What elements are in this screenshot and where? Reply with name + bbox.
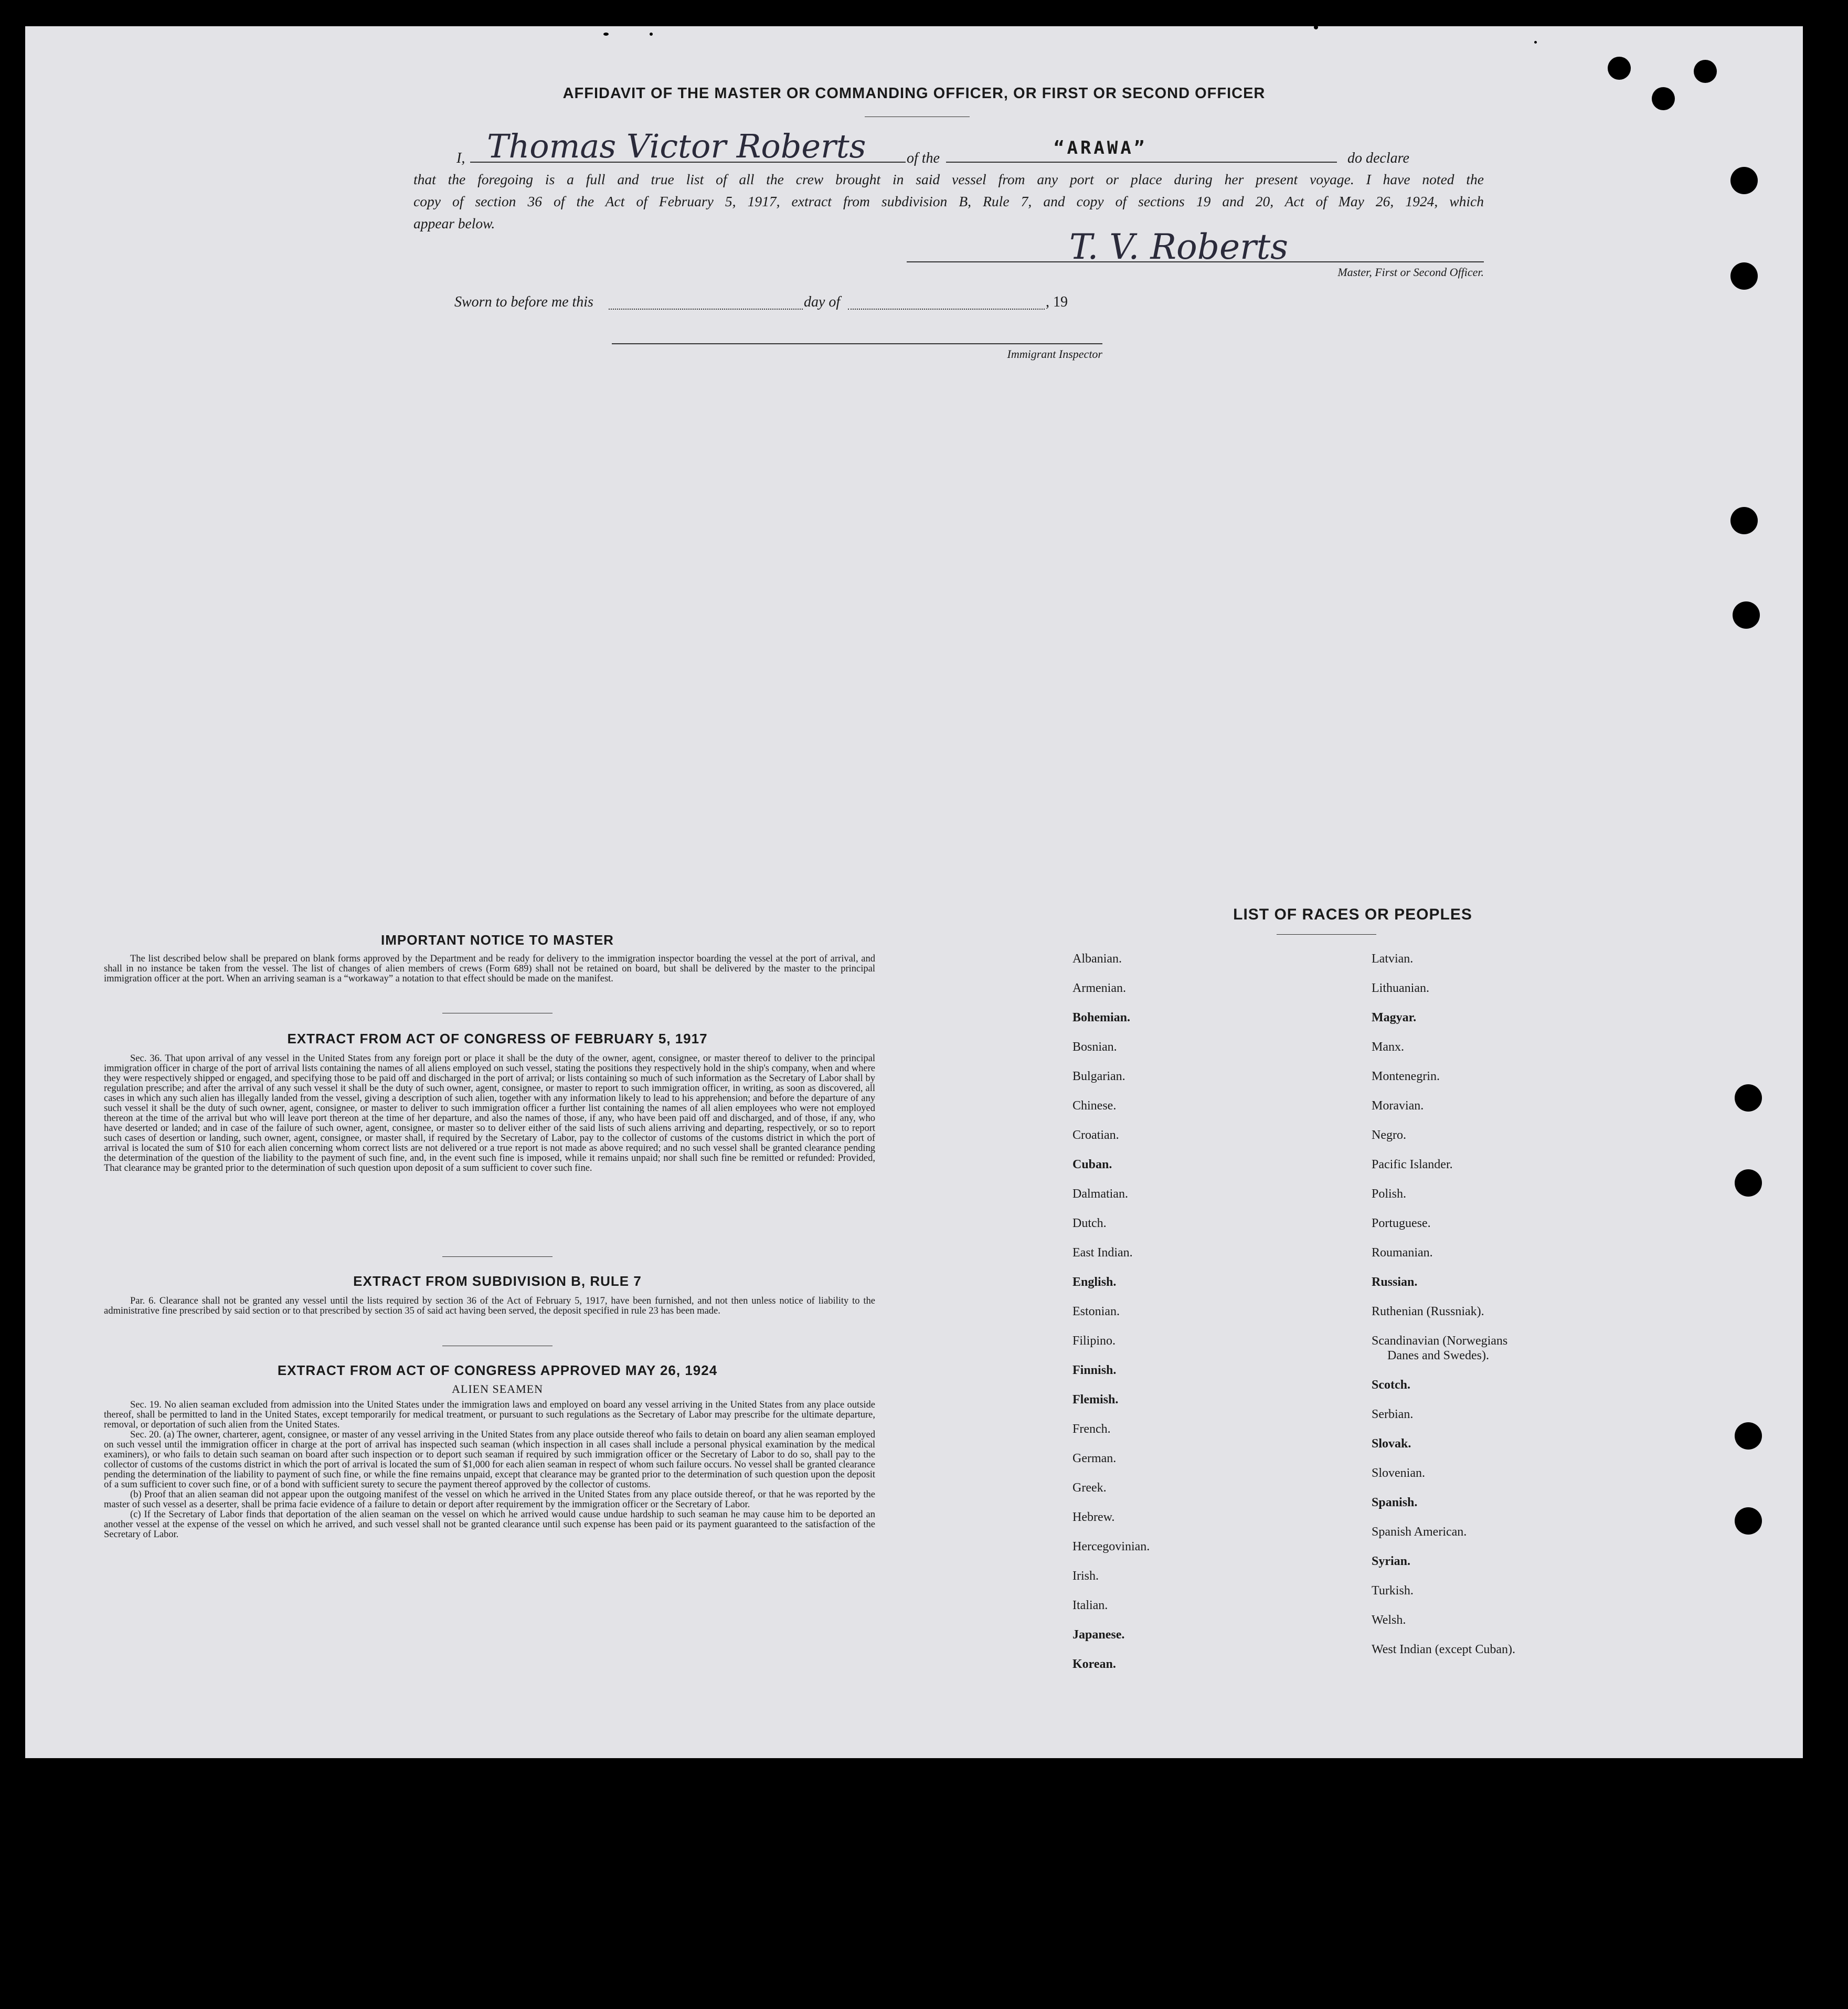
extract-rule7-wrap — [104, 1296, 875, 1316]
notice-body-wrap — [104, 954, 875, 984]
race-item: Filipino. — [1072, 1334, 1116, 1348]
year-prefix: , 19 — [1046, 294, 1068, 310]
race-item: Slovak. — [1372, 1437, 1411, 1451]
race-item: Bohemian. — [1072, 1011, 1131, 1024]
notice-heading: IMPORTANT NOTICE TO MASTER — [381, 932, 614, 948]
speck — [650, 33, 653, 36]
races-rule — [1277, 934, 1376, 935]
speck — [1314, 25, 1318, 29]
race-item: Armenian. — [1072, 981, 1126, 995]
extract-1924-sec20c: (c) If the Secretary of Labor finds that deportation of the alien seaman on the vessel on which he arrived would cause undue hardship to such seaman he may cause him to be deported an another vessel at the expense of the vessel on which he arrived, and such vessel shall not be granted clearance until such expense has been paid or its payment guaranteed to the satisfaction of the Secretary of Labor. — [104, 1509, 875, 1540]
punch-hole — [1730, 507, 1758, 534]
extract-1917-heading: EXTRACT FROM ACT OF CONGRESS OF FEBRUARY 5, 1917 — [287, 1031, 708, 1046]
race-item: Dalmatian. — [1072, 1187, 1128, 1201]
punch-hole — [1735, 1507, 1762, 1535]
race-item: Syrian. — [1372, 1555, 1411, 1568]
race-item: Latvian. — [1372, 952, 1414, 966]
inspector-caption: Immigrant Inspector — [1007, 347, 1102, 361]
punch-hole — [1735, 1422, 1762, 1450]
signature-caption: Master, First or Second Officer. — [1337, 266, 1484, 279]
race-item: Danes and Swedes). — [1387, 1349, 1489, 1362]
race-item: East Indian. — [1072, 1246, 1133, 1260]
race-item: Albanian. — [1072, 952, 1122, 966]
race-item: Welsh. — [1372, 1613, 1406, 1627]
race-item: Dutch. — [1072, 1217, 1107, 1230]
vessel-line — [946, 162, 1337, 163]
race-item: Portuguese. — [1372, 1217, 1431, 1230]
race-item: Roumanian. — [1372, 1246, 1433, 1260]
races-heading: LIST OF RACES OR PEOPLES — [1233, 906, 1472, 923]
notice-body: The list described below shall be prepared on blank forms approved by the Department and be ready for delivery to the immigration inspector boarding the vessel at the port of arrival, and shall in no instance be taken from the vessel. The list of changes of alien members of crews (Form 689) shall not be retained on board, but shall be delivered by the master to the principal immigration officer at the port. When an arriving seaman is a “workaway” a notation to that effect should be made on the manifest. — [104, 954, 875, 984]
extract-rule7-heading: EXTRACT FROM SUBDIVISION B, RULE 7 — [353, 1273, 642, 1289]
vessel-name: “ARAWA” — [1054, 138, 1148, 158]
of-the-label: of the — [907, 150, 940, 166]
race-item: English. — [1072, 1275, 1117, 1289]
race-item: Bulgarian. — [1072, 1070, 1125, 1083]
extract-1924-sec19: Sec. 19. No alien seaman excluded from admission into the United States under the immigration laws and employed on board any vessel arriving in the United States from any place outside thereof, shall be permitted to land in the United States, except temporarily for medical treatment, or pursuant to such regulations as the Secretary of Labor may prescribe for the ultimate departure, removal, or deportation of such alien from the United States. — [104, 1400, 875, 1430]
race-item: Hebrew. — [1072, 1510, 1115, 1524]
race-item: Flemish. — [1072, 1393, 1119, 1407]
punch-hole — [1735, 1169, 1762, 1197]
race-item: Negro. — [1372, 1128, 1406, 1142]
affidavit-line-2: that the foregoing is a full and true list of all the crew brought in said vessel from any port or place during her present voyage. I have noted the — [413, 171, 1484, 187]
race-item: Cuban. — [1072, 1158, 1112, 1171]
race-item: German. — [1072, 1452, 1117, 1465]
affidavit-title: AFFIDAVIT OF THE MASTER OR COMMANDING OFFICER, OR FIRST OR SECOND OFFICER — [562, 85, 1266, 102]
race-item: Korean. — [1072, 1657, 1116, 1671]
extract-1917-body: Sec. 36. That upon arrival of any vessel in the United States from any foreign port or place it shall be the duty of the owner, agent, consignee, or master thereof to deliver to the principal immigration officer in charge of the port of arrival lists containing the names of all aliens employed on such vessel, stating the positions they respectively hold in the ship's company, when and where they were respectively shipped or engaged, and specifying those to be paid off and discharged in the port of arrival; or lists containing so much of such information as the Secretary of Labor shall by regulation prescribe; and after the arrival of any such vessel it shall be the duty of such owner, agent, consignee, or master to report to such immigration officer, in writing, as soon as discovered, all cases in which any such alien has illegally landed from the vessel, giving a description of such alien, together with any information likely to lead to his apprehension; and before the departure of any such vessel it shall be the duty of such owner, agent, consignee, or master to deliver to such immigration officer a further list containing the names of all alien employees who were not employed thereon at the time of the arrival but who will leave port thereon at the time of her departure, and also the names of those, if any, who have been paid off and discharged, and of those, if any, who have deserted or landed; and in case of the failure of such owner, agent, consignee, or master so to deliver either of the said lists of such aliens arriving and departing, respectively, or so to report such cases of desertion or landing, such owner, agent, consignee, or master shall, if required by the Secretary of Labor, pay to the collector of customs of the customs district in which the port of arrival is located the sum of $10 for each alien concerning whom correct lists are not delivered or a true report is not made as above required; and no such vessel shall be granted clearance pending the determination of the question of the liability to the payment of such fine, and, in the event such fine is imposed, while it remains unpaid; nor shall such fine be remitted or refunded: Provided, That clearance may be granted prior to the determination of such question upon deposit of a sum sufficient to cover such fine. — [104, 1053, 875, 1173]
race-item: Estonian. — [1072, 1305, 1120, 1318]
sworn-month-line — [848, 309, 1045, 310]
speck — [603, 33, 609, 36]
race-item: Ruthenian (Russniak). — [1372, 1305, 1484, 1318]
race-item: Pacific Islander. — [1372, 1158, 1453, 1171]
sworn-label: Sworn to before me this — [454, 294, 593, 310]
race-item: Moravian. — [1372, 1099, 1424, 1113]
speck — [1534, 41, 1537, 44]
extract-rule7-body: Par. 6. Clearance shall not be granted any vessel until the lists required by section 36 of the Act of February 5, 1917, have been furnished, and not then unless notice of liability to the administrative fine prescribed by said section or to that prescribed by section 35 of said act having been served, the deposit specified in rule 23 has been made. — [104, 1296, 875, 1316]
punch-hole — [1652, 87, 1675, 110]
affidavit-line-3: copy of section 36 of the Act of February 5, 1917, extract from subdivision B, Rule 7, and copy of sections 19 and 20, Act of May 26, 1924, which — [413, 193, 1484, 209]
race-item: Croatian. — [1072, 1128, 1119, 1142]
i-label: I, — [456, 150, 465, 166]
sworn-day-line — [609, 309, 803, 310]
day-of-label: day of — [804, 294, 841, 310]
signature-line — [907, 261, 1484, 262]
race-item: Russian. — [1372, 1275, 1418, 1289]
officer-signature: T. V. Roberts — [1069, 227, 1289, 267]
do-declare: do declare — [1347, 150, 1409, 166]
punch-hole — [1730, 167, 1758, 194]
race-item: Japanese. — [1072, 1628, 1125, 1642]
race-item: Hercegovinian. — [1072, 1540, 1150, 1553]
race-item: French. — [1072, 1422, 1111, 1436]
inspector-line — [612, 343, 1102, 344]
race-item: Slovenian. — [1372, 1466, 1425, 1480]
race-item: Turkish. — [1372, 1584, 1414, 1598]
race-item: Scandinavian (Norwegians — [1372, 1334, 1508, 1348]
extract-1924-wrap — [104, 1400, 875, 1540]
race-item: Spanish. — [1372, 1496, 1418, 1509]
race-item: West Indian (except Cuban). — [1372, 1643, 1515, 1656]
race-item: Spanish American. — [1372, 1525, 1467, 1539]
race-item: Finnish. — [1072, 1363, 1117, 1377]
race-item: Bosnian. — [1072, 1040, 1117, 1054]
punch-hole — [1694, 60, 1717, 83]
extract-1924-subheading: ALIEN SEAMEN — [452, 1382, 543, 1395]
punch-hole — [1730, 262, 1758, 290]
race-item: Irish. — [1072, 1569, 1099, 1583]
extract-1924-sec20a: Sec. 20. (a) The owner, charterer, agent, consignee, or master of any vessel arriving in the United States from any place outside thereof who fails to detain on board any alien seaman employed on such vessel until the immigration officer in charge at the port of arrival has inspected such seaman (which inspection in all cases shall include a personal physical examination by the medical examiners), or who fails to detain such seaman on board after such inspection or to deport such seaman if required by such immigration officer or the Secretary of Labor to do so, shall pay to the collector of customs of the customs district in which the port of arrival is located the sum of $1,000 for each alien seaman in respect of whom such failure occurs. No vessel shall be granted clearance pending the determination of the liability to payment of such fine, or while the fine remains unpaid, except that clearance may be granted prior to the determination of such question upon the deposit of a sum sufficient to cover such fine, or of a bond with sufficient surety to secure the payment thereof approved by the collector of customs. — [104, 1430, 875, 1490]
punch-hole — [1608, 57, 1631, 80]
punch-hole — [1735, 1084, 1762, 1112]
document-page — [25, 26, 1803, 1758]
race-item: Magyar. — [1372, 1011, 1417, 1024]
race-item: Chinese. — [1072, 1099, 1117, 1113]
master-name: Thomas Victor Roberts — [487, 127, 866, 165]
race-item: Scotch. — [1372, 1378, 1410, 1392]
race-item: Polish. — [1372, 1187, 1407, 1201]
race-item: Lithuanian. — [1372, 981, 1429, 995]
race-item: Montenegrin. — [1372, 1070, 1440, 1083]
race-item: Manx. — [1372, 1040, 1404, 1054]
race-item: Italian. — [1072, 1599, 1108, 1612]
extract-1924-heading: EXTRACT FROM ACT OF CONGRESS APPROVED MAY 26, 1924 — [277, 1362, 718, 1378]
extract-1917-rule — [442, 1256, 553, 1257]
race-item: Greek. — [1072, 1481, 1107, 1495]
punch-hole — [1733, 601, 1760, 629]
affidavit-line-4: appear below. — [413, 215, 495, 231]
race-item: Serbian. — [1372, 1408, 1414, 1421]
extract-1924-sec20b: (b) Proof that an alien seaman did not appear upon the outgoing manifest of the vessel on which he arrived in the United States from any place outside thereof, or that he was reported by the master of such vessel as a deserter, shall be prima facie evidence of a failure to detain or deport after requirement by the immigration officer or the Secretary of Labor. — [104, 1489, 875, 1510]
extract-1917-wrap — [104, 1054, 875, 1173]
